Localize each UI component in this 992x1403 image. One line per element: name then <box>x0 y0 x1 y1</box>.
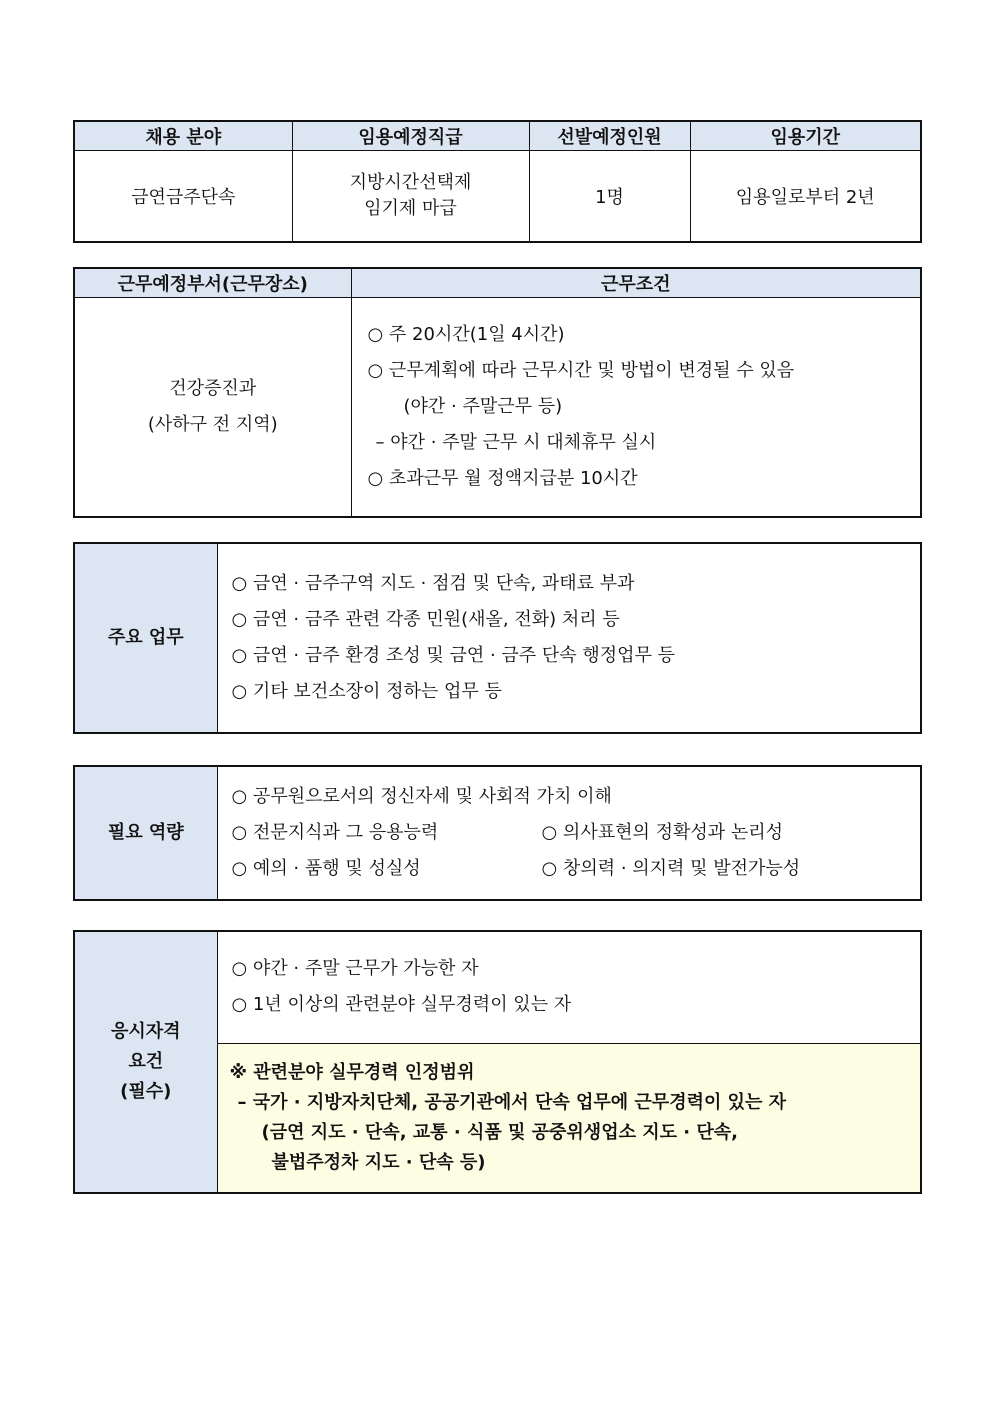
duties-cell <box>217 543 921 733</box>
header-period: 임용기간 <box>690 121 921 151</box>
experience-note <box>217 1043 921 1193</box>
eligibility-item: ○ 1년 이상의 관련분야 실무경력이 있는 자 <box>231 994 572 1016</box>
competency-label: 필요 역량 <box>74 766 217 900</box>
duties-label: 주요 업무 <box>74 543 217 733</box>
eligibility-label-line2: 요건 <box>128 1051 164 1072</box>
competency-item: ○ 전문지식과 그 응용능력 <box>231 822 439 843</box>
header-dept: 근무예정부서(근무장소) <box>74 268 351 298</box>
conditions-cell <box>351 298 921 517</box>
header-conditions: 근무조건 <box>351 268 921 298</box>
duty-item: ○ 금연 · 금주 환경 조성 및 금연 · 금주 단속 행정업무 등 <box>231 645 676 666</box>
competency-item: ○ 창의력 · 의지력 및 발전가능성 <box>541 858 801 879</box>
condition-item: – 야간 · 주말 근무 시 대체휴무 실시 <box>375 431 657 453</box>
rank-value <box>292 151 529 242</box>
condition-item: ○ 초과근무 월 정액지급분 10시간 <box>367 467 638 489</box>
field-value: 금연금주단속 <box>74 151 292 242</box>
duty-item: ○ 금연 · 금주 관련 각종 민원(새올, 전화) 처리 등 <box>231 609 620 630</box>
note-line: – 국가 · 지방자치단체, 공공기관에서 단속 업무에 근무경력이 있는 자 <box>237 1091 787 1113</box>
eligibility-label <box>74 931 217 1193</box>
dept-line2: (사하구 전 지역) <box>147 413 278 435</box>
eligibility-label-line3: (필수) <box>120 1081 172 1102</box>
note-line: 불법주정차 지도 · 단속 등) <box>271 1151 486 1173</box>
note-title: ※ 관련분야 실무경력 인정범위 <box>229 1061 475 1083</box>
competency-item: ○ 공무원으로서의 정신자세 및 사회적 가치 이해 <box>231 786 612 807</box>
condition-item: ○ 근무계획에 따라 근무시간 및 방법이 변경될 수 있음 <box>367 359 795 381</box>
recruitment-table <box>73 120 922 243</box>
duties-table <box>73 542 922 734</box>
eligibility-label-line1: 응시자격 <box>110 1021 181 1042</box>
work-conditions-table <box>73 267 922 518</box>
duty-item: ○ 금연 · 금주구역 지도 · 점검 및 단속, 과태료 부과 <box>231 573 635 594</box>
note-line: (금연 지도 · 단속, 교통 · 식품 및 공중위생업소 지도 · 단속, <box>261 1121 738 1143</box>
condition-item: ○ 주 20시간(1일 4시간) <box>367 323 565 345</box>
competency-item: ○ 예의 · 품행 및 성실성 <box>231 858 421 879</box>
header-rank: 임용예정직급 <box>292 121 529 151</box>
competency-item: ○ 의사표현의 정확성과 논리성 <box>541 822 784 843</box>
eligibility-cell <box>217 931 921 1043</box>
condition-item: (야간 · 주말근무 등) <box>403 395 563 417</box>
period-value: 임용일로부터 2년 <box>690 151 921 242</box>
header-count: 선발예정인원 <box>529 121 690 151</box>
competency-table <box>73 765 922 901</box>
header-field: 채용 분야 <box>74 121 292 151</box>
competency-cell <box>217 766 921 900</box>
count-value: 1명 <box>529 151 690 242</box>
duty-item: ○ 기타 보건소장이 정하는 업무 등 <box>231 681 502 702</box>
rank-line1: 지방시간선택제 <box>349 171 472 193</box>
eligibility-item: ○ 야간 · 주말 근무가 가능한 자 <box>231 958 479 980</box>
dept-line1: 건강증진과 <box>169 377 257 399</box>
eligibility-table <box>73 930 922 1194</box>
dept-value <box>74 298 351 517</box>
rank-line2: 임기제 마급 <box>364 197 457 219</box>
